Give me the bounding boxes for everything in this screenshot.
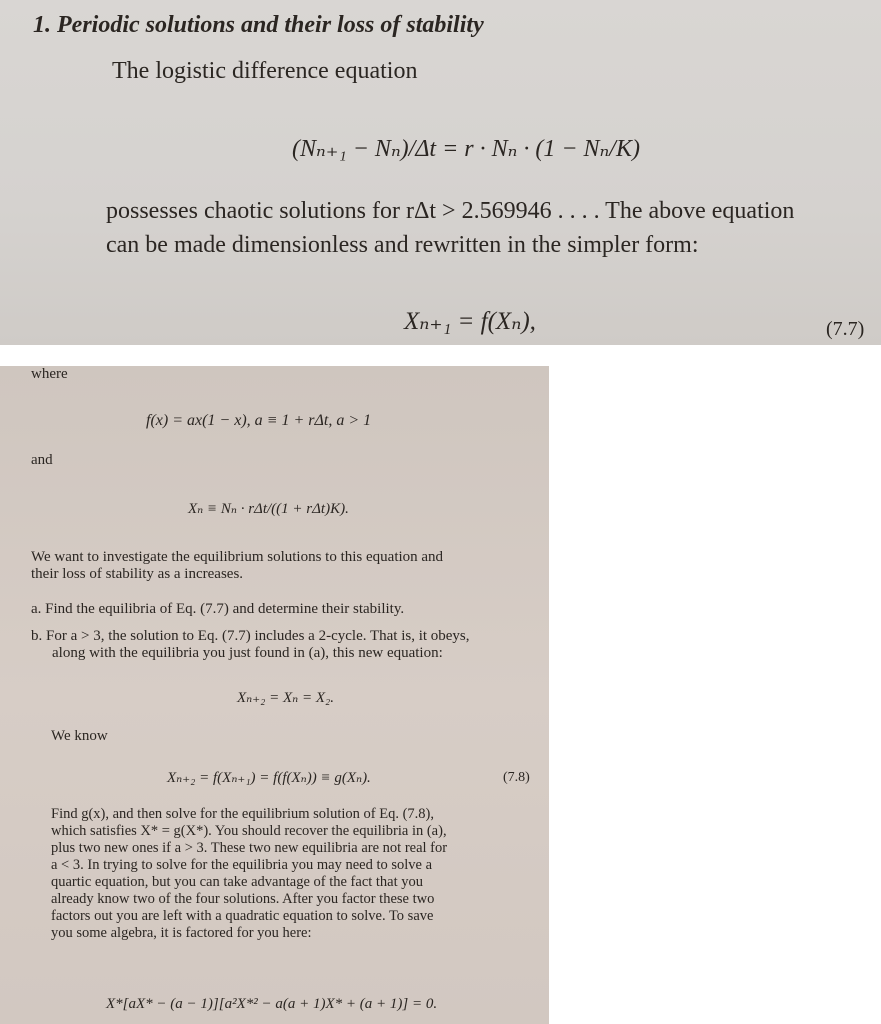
investigate-line-2: their loss of stability as a increases. — [31, 566, 244, 582]
f-definition: f(x) = ax(1 − x), a ≡ 1 + rΔt, a > 1 — [146, 412, 372, 429]
paragraph-line-2: can be made dimensionless and rewritten in the simpler form: — [106, 232, 699, 258]
paragraph-line-1: possesses chaotic solutions for rΔt > 2.569946 . . . . The above equation — [106, 198, 795, 224]
two-cycle-equation: Xₙ₊₂ = Xₙ = X₂. — [237, 690, 334, 706]
find-line: quartic equation, but you can take advantage of the fact that you — [51, 874, 424, 890]
x-definition: Xₙ ≡ Nₙ · rΔt/((1 + rΔt)K). — [188, 501, 349, 517]
intro-text: The logistic difference equation — [112, 58, 418, 84]
find-line: plus two new ones if a > 3. These two new equilibria are not real for — [51, 840, 448, 856]
item-b-line-1: b. For a > 3, the solution to Eq. (7.7) includes a 2-cycle. That is, it obeys, — [31, 628, 470, 644]
section-heading: 1. Periodic solutions and their loss of stability — [33, 12, 484, 38]
find-line: which satisfies X* = g(X*). You should recover the equilibria in (a), — [51, 823, 447, 839]
find-line: already know two of the four solutions. After you factor these two — [51, 891, 435, 907]
equation-number-7-7: (7.7) — [826, 318, 865, 340]
equation-number-7-8: (7.8) — [503, 770, 530, 785]
find-line: a < 3. In trying to solve for the equilibria you may need to solve a — [51, 857, 433, 873]
factored-equation: X*[aX* − (a − 1)][a²X*² − a(a + 1)X* + (a + 1)] = 0. — [106, 996, 438, 1012]
find-line: Find g(x), and then solve for the equilibrium solution of Eq. (7.8), — [51, 806, 434, 822]
investigate-line-1: We want to investigate the equilibrium solutions to this equation and — [31, 549, 444, 565]
find-line: you some algebra, it is factored for you here: — [51, 925, 312, 941]
map-equation: Xₙ₊₁ = f(Xₙ), — [404, 308, 536, 335]
logistic-equation: (Nₙ₊₁ − Nₙ)/Δt = r · Nₙ · (1 − Nₙ/K) — [292, 136, 640, 162]
top-page-photo — [0, 0, 881, 345]
and-label: and — [31, 452, 53, 468]
equation-7-8: Xₙ₊₂ = f(Xₙ₊₁) = f(f(Xₙ)) ≡ g(Xₙ). — [167, 770, 371, 786]
item-a: a. Find the equilibria of Eq. (7.7) and determine their stability. — [31, 601, 405, 617]
find-line: factors out you are left with a quadratic equation to solve. To save — [51, 908, 434, 924]
bottom-page-photo — [0, 366, 549, 1024]
where-label: where — [31, 366, 68, 382]
we-know-label: We know — [51, 728, 108, 744]
item-b-line-2: along with the equilibria you just found in (a), this new equation: — [52, 645, 443, 661]
